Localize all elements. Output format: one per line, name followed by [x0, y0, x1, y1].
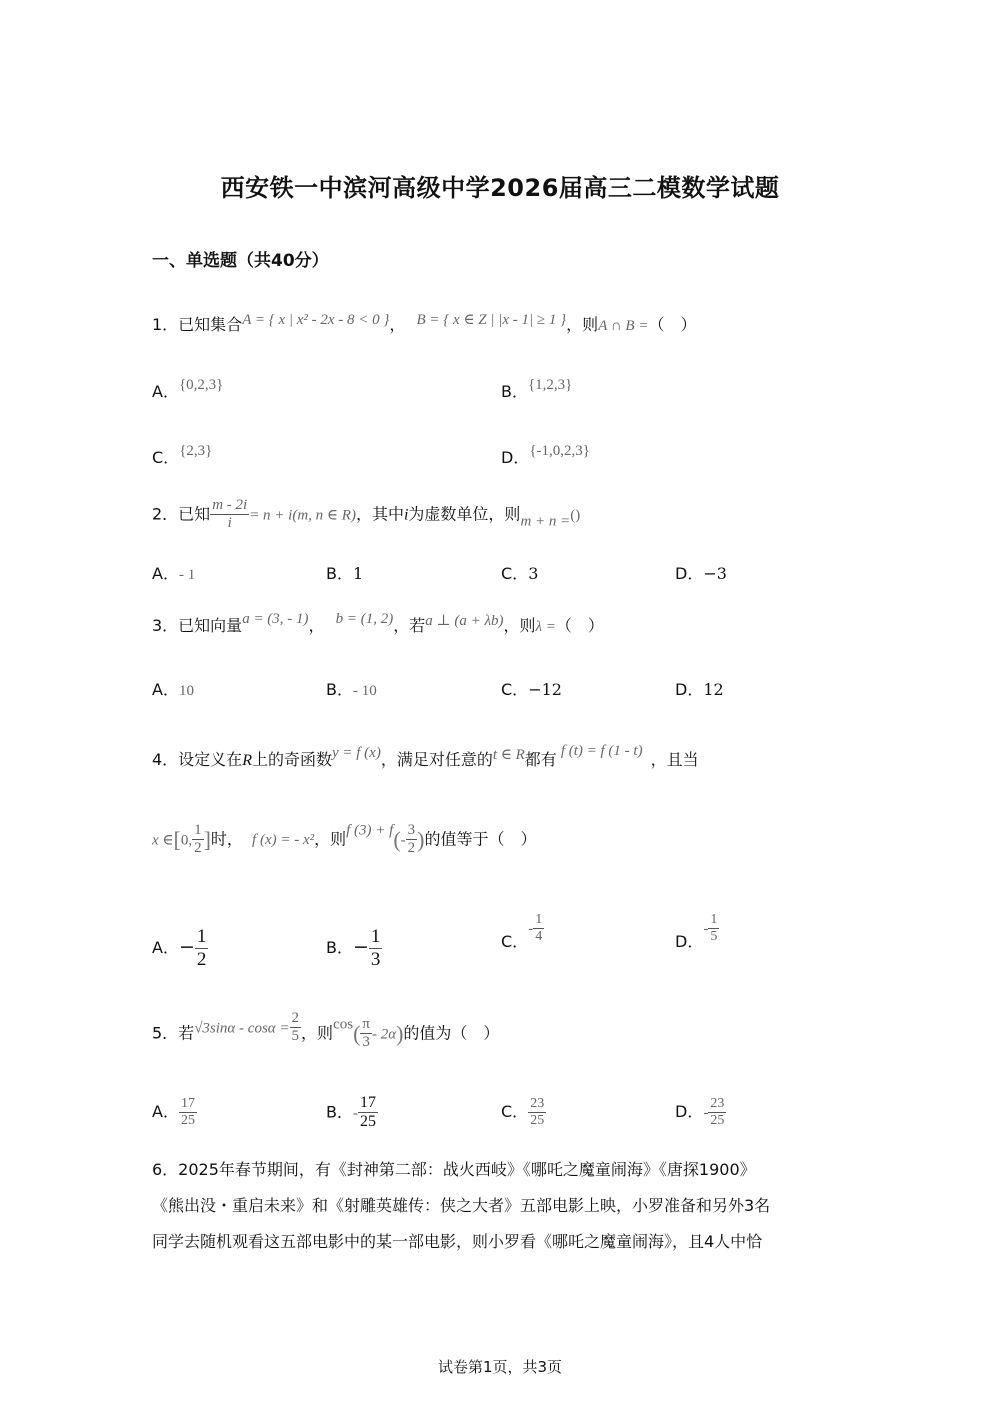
- q6-line-2: 《熊出没・重启未来》和《射雕英雄传：侠之大者》五部电影上映，小罗准备和另外3名: [152, 1196, 771, 1215]
- q2-frac-den: i: [227, 515, 232, 532]
- q4-text5: 时，: [210, 829, 243, 849]
- q4-right-paren: ): [417, 826, 425, 852]
- q4-th-den: 2: [407, 840, 416, 857]
- frac-num: 1: [196, 926, 207, 947]
- option-value: {1,2,3}: [527, 377, 573, 393]
- q3-vector-b: b = (1, 2): [335, 611, 394, 627]
- q5-rhs: [290, 1010, 302, 1046]
- q2-fraction: [210, 497, 249, 533]
- q1-then: ，则: [566, 315, 599, 334]
- q1-set-a: A = { x | x² - 2x - 8 < 0 }: [242, 312, 390, 328]
- q5-option-c[interactable]: [501, 1096, 546, 1129]
- q4-option-a[interactable]: [152, 926, 208, 971]
- frac-num: 1: [708, 912, 719, 929]
- q2-imag-unit: i: [403, 506, 409, 524]
- frac-den: 25: [710, 1113, 725, 1129]
- option-value: {0,2,3}: [178, 377, 224, 393]
- q5-three: 3: [362, 1034, 370, 1051]
- q5-option-d[interactable]: [675, 1096, 726, 1129]
- q2-expr: m + n =: [520, 513, 571, 530]
- option-label: C．: [152, 448, 180, 467]
- frac-num: 23: [708, 1096, 726, 1113]
- option-label: A．: [152, 680, 179, 699]
- q4-condition: f (t) = f (1 - t): [560, 743, 643, 759]
- q4-text4: ，且当: [650, 750, 699, 769]
- option-value: - 10: [352, 683, 377, 699]
- frac-den: 25: [359, 1113, 376, 1131]
- q1-expr: A ∩ B =: [598, 318, 649, 334]
- q1-blank: （ ）: [648, 315, 697, 334]
- option-label: A．: [152, 937, 179, 957]
- question-5: [152, 1010, 499, 1052]
- q4-half-num: 1: [192, 822, 204, 840]
- q4-text6: ，则: [314, 829, 347, 849]
- q4-x-in: x ∈: [152, 832, 174, 849]
- q4-neg: -: [400, 832, 406, 849]
- q2-option-b[interactable]: [326, 561, 363, 584]
- q2-text2: 为虚数单位，则: [408, 504, 521, 524]
- option-sign: -: [703, 921, 709, 938]
- option-label: B．: [326, 680, 353, 699]
- page-title: 西安铁一中滨河高级中学2026届高三二模数学试题: [220, 174, 780, 202]
- frac-den: 5: [710, 929, 718, 945]
- q4-text3: 都有: [524, 750, 557, 769]
- option-fraction: [358, 1094, 378, 1132]
- q3-lambda: λ =: [535, 619, 556, 635]
- q3-sep: ，: [308, 616, 325, 635]
- option-label: A．: [152, 382, 179, 401]
- option-value: 12: [703, 680, 724, 699]
- q4-text1: 上的奇函数: [251, 750, 332, 769]
- option-fraction: [179, 1096, 197, 1129]
- option-fraction: [369, 926, 383, 971]
- q4-number: 4．设定义在: [152, 750, 243, 769]
- frac-num: 23: [528, 1096, 546, 1113]
- q4-real-set: R: [242, 752, 252, 769]
- q4-option-c[interactable]: [501, 912, 544, 952]
- page-footer: 试卷第1页，共3页: [437, 1358, 563, 1376]
- option-label: B．: [326, 1102, 353, 1122]
- question-3: [152, 611, 604, 636]
- q3-condition: a ⊥ (a + λb): [425, 613, 504, 629]
- option-value: 3: [528, 564, 539, 583]
- q2-rhs: = n + i(m, n ∈ R): [249, 507, 356, 524]
- q3-option-b[interactable]: [326, 677, 377, 700]
- q4-text2: ，满足对任意的: [380, 750, 493, 769]
- option-sign: -: [703, 1105, 709, 1122]
- q5-number: 5．若: [152, 1023, 195, 1043]
- option-value: {-1,0,2,3}: [529, 443, 590, 459]
- q2-option-a[interactable]: [152, 561, 195, 584]
- q5-lhs: √3sinα - cosα =: [194, 1020, 290, 1037]
- q3-number: 3．已知向量: [152, 616, 243, 635]
- option-label: C．: [501, 1102, 529, 1122]
- q2-frac-num: m - 2i: [210, 497, 249, 515]
- option-value: - 1: [178, 567, 196, 583]
- option-label: D．: [675, 564, 704, 583]
- q6-line-3: 同学去随机观看这五部电影中的某一部电影，则小罗看《哪吒之魔童闹海》，且4人中恰: [152, 1232, 763, 1251]
- option-label: C．: [501, 680, 529, 699]
- q5-text1: ，则: [301, 1023, 334, 1043]
- q3-option-a[interactable]: [152, 677, 194, 700]
- q4-half: [192, 822, 204, 858]
- q2-text1: ，其中: [355, 504, 404, 524]
- q5-option-a[interactable]: [152, 1096, 197, 1129]
- q4-left-bracket: [: [173, 826, 181, 852]
- option-sign: −: [178, 935, 195, 958]
- q5-option-b[interactable]: [326, 1094, 378, 1132]
- q1-number: 1．已知集合: [152, 315, 243, 334]
- question-1: [152, 310, 696, 335]
- q5-rhs-den: 5: [291, 1028, 300, 1045]
- q4-right-bracket: ]: [203, 826, 211, 852]
- option-label: A．: [152, 564, 179, 583]
- option-label: C．: [501, 932, 529, 952]
- option-fraction: [528, 1096, 546, 1129]
- option-sign: -: [352, 1105, 358, 1122]
- section-heading: 一、单选题（共40分）: [152, 251, 329, 271]
- frac-num: 17: [179, 1096, 197, 1113]
- option-value: {2,3}: [179, 443, 213, 459]
- frac-num: 17: [358, 1094, 378, 1113]
- option-label: B．: [326, 937, 353, 957]
- q5-right-paren: ): [396, 1020, 404, 1046]
- q3-text2: ，则: [503, 616, 536, 635]
- q6-line-1: 6．2025年春节期间，有《封神第二部：战火西岐》《哪吒之魔童闹海》《唐探1900》: [152, 1160, 756, 1179]
- q4-function: y = f (x): [331, 745, 381, 761]
- q5-rhs-num: 2: [290, 1010, 302, 1028]
- q2-blank: (): [570, 507, 581, 524]
- option-label: D．: [501, 448, 530, 467]
- option-value: −12: [528, 680, 562, 699]
- q3-vector-a: a = (3, - 1): [242, 611, 309, 627]
- q4-t-in-r: t ∈ R: [492, 747, 525, 763]
- question-4-cont: [152, 822, 537, 858]
- option-sign: −: [352, 935, 369, 958]
- q4-half-den: 2: [194, 840, 202, 857]
- q1-option-a[interactable]: [152, 377, 223, 402]
- q4-fx: f (x) = - x²: [252, 832, 315, 849]
- q4-interval-left: 0,: [180, 832, 193, 849]
- option-value: 10: [178, 683, 194, 699]
- option-label: D．: [675, 932, 704, 952]
- q2-option-d[interactable]: [675, 561, 727, 584]
- question-6: [152, 1152, 842, 1260]
- q3-blank: （ ）: [555, 616, 604, 635]
- option-label: C．: [501, 564, 529, 583]
- q5-cos: cos: [333, 1016, 354, 1033]
- option-fraction: [533, 912, 544, 945]
- question-4: [152, 743, 699, 770]
- option-label: D．: [675, 1102, 704, 1122]
- q1-option-c[interactable]: [152, 443, 212, 468]
- option-label: B．: [326, 564, 353, 583]
- frac-den: 4: [535, 929, 543, 945]
- q5-left-paren: (: [353, 1020, 361, 1046]
- q1-set-b: B = { x ∈ Z | |x - 1| ≥ 1 }: [416, 312, 567, 328]
- q4-option-b[interactable]: [326, 926, 382, 971]
- q2-number: 2．已知: [152, 504, 211, 524]
- option-label: D．: [675, 680, 704, 699]
- q4-three-half: [406, 822, 418, 858]
- q4-left-paren: (: [393, 826, 401, 852]
- q5-minus-2a: - 2α: [371, 1026, 397, 1043]
- q3-option-d[interactable]: [675, 677, 724, 700]
- q5-pi-third: [360, 1016, 372, 1052]
- question-2: [152, 497, 580, 533]
- q4-th-num: 3: [406, 822, 418, 840]
- option-value: −3: [703, 564, 727, 583]
- q4-option-d[interactable]: [675, 912, 719, 952]
- option-fraction: [708, 912, 719, 945]
- q2-option-c[interactable]: [501, 561, 538, 584]
- q3-text1: ，若: [393, 616, 426, 635]
- option-label: B．: [501, 382, 528, 401]
- frac-den: 3: [370, 948, 381, 970]
- q1-option-b[interactable]: [501, 377, 572, 402]
- q5-text2: 的值为（ ）: [403, 1023, 500, 1043]
- frac-num: 1: [533, 912, 544, 929]
- frac-den: 2: [196, 948, 207, 970]
- q4-sum: f (3) + f: [346, 822, 394, 839]
- q5-pi: π: [360, 1016, 372, 1034]
- option-fraction: [708, 1096, 726, 1129]
- q4-text7: 的值等于（ ）: [424, 829, 537, 849]
- q1-sep: ，: [389, 315, 406, 334]
- option-sign: -: [528, 921, 534, 938]
- option-label: A．: [152, 1102, 179, 1122]
- q1-option-d[interactable]: [501, 443, 590, 468]
- option-fraction: [195, 926, 209, 971]
- frac-den: 25: [180, 1113, 195, 1129]
- frac-num: 1: [370, 926, 381, 947]
- frac-den: 25: [530, 1113, 545, 1129]
- q3-option-c[interactable]: [501, 677, 562, 700]
- option-value: 1: [352, 564, 364, 583]
